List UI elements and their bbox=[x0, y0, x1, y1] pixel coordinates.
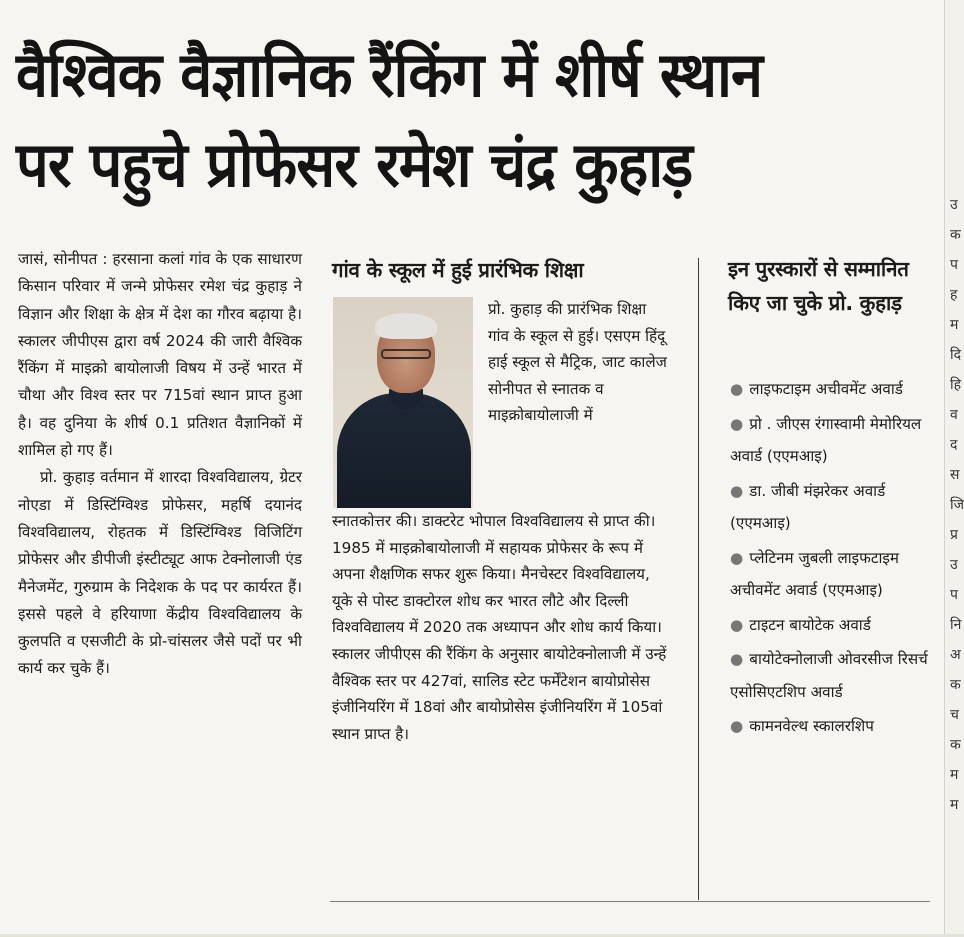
award-item: ● लाइफटाइम अचीवमेंट अवार्ड bbox=[730, 380, 903, 398]
award-item: ● प्लेटिनम जुबली लाइफटाइम अचीवमेंट अवार्ड (एएमआइ) bbox=[730, 548, 899, 599]
article-column-1 bbox=[18, 246, 302, 683]
bullet-icon: ● bbox=[730, 414, 744, 433]
bottom-divider bbox=[330, 901, 930, 902]
article-column-2-bottom: स्नातकोत्तर की। डाक्टरेट भोपाल विश्वविद्यालय से प्राप्त की। 1985 में माइक्रोबायोलाजी में सहायक प्रोफेसर के रूप में अपना शैक्षणिक सफर शुरू किया। मैनचेस्टर विश्वविद्यालय, यूके से पोस्ट डाक्टोरल शोध कर भारत लौटे और दिल्ली विश्वविद्यालय में 2020 तक अध्यापन और शोध कार्य किया। स्कालर जीपीएस की रैंकिंग के अनुसार बायोटेक्नोलाजी में उन्हें वैश्विक स्तर पर 427वां, सालिड स्टेट फर्मेंटेशन बायोप्रोसेस इंजीनियरिंग में 18वां और बायोप्रोसेस इंजीनियरिंग में 105वां स्थान प्राप्त है। bbox=[332, 512, 667, 743]
award-item: ● बायोटेक्नोलाजी ओवरसीज रिसर्च एसोसिएटशिप अवार्ड bbox=[730, 650, 928, 701]
award-item: ● डा. जीबी मंझरेकर अवार्ड (एएमआइ) bbox=[730, 481, 886, 532]
bullet-icon: ● bbox=[730, 481, 744, 500]
award-item: ● कामनवेल्थ स्कालरशिप bbox=[730, 717, 874, 735]
bullet-icon: ● bbox=[730, 717, 744, 735]
article-paragraph-1: जासं, सोनीपत : हरसाना कलां गांव के एक साधारण किसान परिवार में जन्मे प्रोफेसर रमेश चंद्र कुहाड़ ने विज्ञान और शिक्षा के क्षेत्र में देश का गौरव बढ़ाया है। स्कालर जीपीएस द्वारा वर्ष 2024 की जारी वैश्विक रैंकिंग में माइक्रो बायोलाजी विषय में उन्हें भारत में चौथा और विश्व स्तर पर 715वां स्थान प्राप्त हुआ है। वह दुनिया के शीर्ष 0.1 प्रतिशत वैज्ञानिकों में शामिल हो गए हैं। bbox=[18, 250, 302, 460]
headline bbox=[16, 30, 853, 210]
award-item: ● प्रो . जीएस रंगास्वामी मेमोरियल अवार्ड (एएमआइ) bbox=[730, 414, 922, 465]
adjacent-article-fragment: उ क प ह म दि हि व द स जि प्र उ प नि अ क च क म म bbox=[950, 197, 964, 813]
column-divider bbox=[698, 258, 699, 900]
award-item: ● टाइटन बायोटेक अवार्ड bbox=[730, 615, 871, 634]
awards-title: इन पुरस्कारों से सम्मानित किए जा चुके प्रो. कुहाड़ bbox=[728, 257, 909, 315]
bullet-icon: ● bbox=[730, 615, 744, 634]
headline-line-1: वैश्विक वैज्ञानिक रैंकिंग में शीर्ष स्थान bbox=[16, 38, 763, 111]
article-column-2-top: प्रो. कुहाड़ की प्रारंभिक शिक्षा गांव के स्कूल से हुई। एसएम हिंदू हाई स्कूल से मैट्रिक, जाट कालेज सोनीपत से स्नातक व माइक्रोबायोलाजी में bbox=[488, 300, 667, 425]
photo-hair bbox=[375, 313, 437, 339]
photo-glasses bbox=[381, 349, 431, 359]
bullet-icon: ● bbox=[730, 650, 744, 668]
bullet-icon: ● bbox=[730, 380, 744, 398]
article-paragraph-2: प्रो. कुहाड़ वर्तमान में शारदा विश्वविद्यालय, ग्रेटर नोएडा में डिस्टिंग्विश्ड प्रोफेसर, महर्षि दयानंद विश्वविद्यालय, रोहतक में डिस्टिंग्विश्ड विजिटिंग प्रोफेसर और डीपीजी इंस्टीट्यूट आफ टेक्नोलाजी एंड मैनेजमेंट, गुरुग्राम के निदेशक के पद पर कार्यरत हैं। इससे पहले वे हरियाणा केंद्रीय विश्वविद्यालय के कुलपति व एसजीटी के प्रो-चांसलर जैसे पदों पर भी कार्य कर चुके हैं। bbox=[18, 468, 302, 678]
professor-photo bbox=[333, 297, 473, 508]
awards-list bbox=[730, 373, 930, 745]
bullet-icon: ● bbox=[730, 548, 744, 567]
photo-suit bbox=[337, 393, 471, 508]
headline-line-2: पर पहुचे प्रोफेसर रमेश चंद्र कुहाड़ bbox=[16, 128, 693, 201]
section-subhead: गांव के स्कूल में हुई प्रारंभिक शिक्षा bbox=[332, 258, 584, 282]
